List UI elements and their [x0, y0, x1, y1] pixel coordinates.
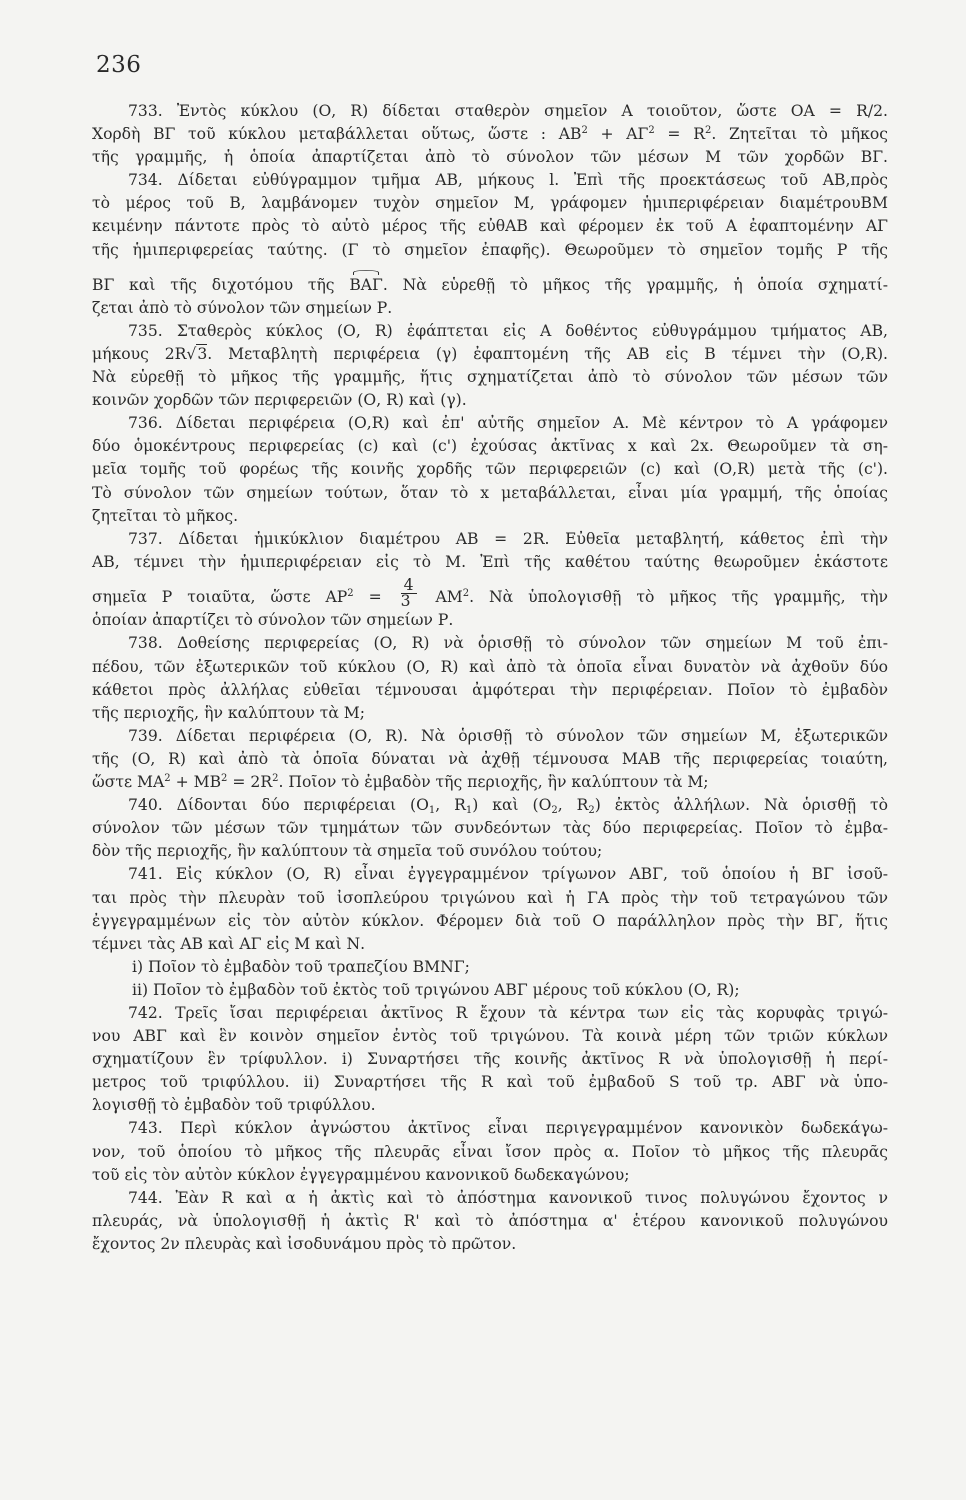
text-line: τῆς γραμμῆς, ἡ ὁποία ἀπαρτίζεται ἀπὸ τὸ σύνολον τῶν μέσων Μ τῶν χορδῶν ΒΓ. — [92, 148, 888, 167]
text-line: τῆς περιοχῆς, ἣν καλύπτουν τὰ Μ; — [92, 703, 366, 722]
text-line: νου ΑΒΓ καὶ ἓν κοινὸν σημεῖον ἐντὸς τοῦ τριγώνου. Τὰ κοινὰ μέρη τῶν τριῶν κύκλων — [92, 1027, 888, 1046]
text-line: σύνολον τῶν μέσων τῶν τμημάτων τῶν συνδεόντων τὰς δύο περιφερείας. Ποῖον τὸ ἐμβα- — [92, 819, 888, 838]
text-line: ἔχοντος 2ν πλευρὰς καὶ ἰσοδυνάμου πρὸς τὸ πρῶτον. — [92, 1234, 517, 1253]
text-line: τῆς (Ο, R) καὶ ἀπὸ τὰ ὁποῖα δύναται νὰ ἀχθῇ τέμνουσα ΜΑΒ τῆς περιφερείας τοιαύτη, — [92, 749, 888, 768]
text-line: 734. Δίδεται εὐθύγραμμον τμῆμα ΑΒ, μήκους l. Ἐπὶ τῆς προεκτάσεως τοῦ ΑΒ,πρὸς — [128, 171, 888, 190]
text-line: μήκους 2R√3. Μεταβλητὴ περιφέρεια (γ) ἐφαπτομένη τῆς ΑΒ εἰς Β τέμνει τὴν (Ο,R). — [92, 344, 888, 363]
text-line: ὁποίαν ἀπαρτίζει τὸ σύνολον τῶν σημείων Ρ. — [92, 611, 454, 630]
text-line: 737. Δίδεται ἡμικύκλιον διαμέτρου ΑΒ = 2R. Εὐθεῖα μεταβλητή, κάθετος ἐπὶ τὴν — [128, 529, 888, 548]
page-number: 236 — [96, 52, 142, 78]
text-line: 739. Δίδεται περιφέρεια (Ο, R). Νὰ ὁρισθῇ τὸ σύνολον τῶν σημείων Μ, ἐξωτερικῶν — [128, 726, 888, 745]
text-line: μεῖα τομῆς τοῦ φορέως τῆς κοινῆς χορδῆς τῶν περιφερειῶν (c) καὶ (Ο,R) μετὰ τῆς (c'). — [92, 460, 888, 479]
text-line: 735. Σταθερὸς κύκλος (Ο, R) ἐφάπτεται εἰς Α δοθέντος εὐθυγράμμου τμήματος ΑΒ, — [128, 321, 888, 340]
text-line: κάθετοι πρὸς ἀλλήλας εὐθεῖαι τέμνουσαι ἀμφότεραι τὴν περιφέρειαν. Ποῖον τὸ ἐμβαδὸν — [92, 680, 888, 699]
fraction: $\frac{4}{3}$ — [401, 578, 417, 609]
text-line: τῆς ἡμιπεριφερείας ταύτης. (Γ τὸ σημεῖον ἐπαφῆς). Θεωροῦμεν τὸ σημεῖον τομῆς Ρ τῆς — [92, 240, 888, 259]
arc-angle-symbol: ΒΑΓ — [349, 274, 383, 297]
text-line: ΑΒ, τέμνει τὴν ἡμιπεριφέρειαν εἰς τὸ Μ. Ἐπὶ τῆς καθέτου ταύτης θεωροῦμεν ἑκάστοτε — [92, 552, 888, 571]
text-line: ἐγγεγραμμένων εἰς τὸν αὐτὸν κύκλον. Φέρομεν διὰ τοῦ Ο παράλληλον πρὸς τὴν ΒΓ, ἥτις — [92, 911, 888, 930]
text-line: 733. Ἐντὸς κύκλου (Ο, R) δίδεται σταθερὸν σημεῖον Α τοιοῦτον, ὥστε ΟΑ = R/2. — [128, 102, 888, 120]
text-line: πλευράς, νὰ ὑπολογισθῇ ἡ ἀκτὶς R' καὶ τὸ ἀπόστημα α' ἑτέρου κανονικοῦ πολυγώνου — [92, 1211, 888, 1230]
text-line: τέμνει τὰς ΑΒ καὶ ΑΓ εἰς Μ καὶ Ν. — [92, 934, 366, 953]
text-line: ΒΓ καὶ τῆς διχοτόμου τῆς ΒΑΓ. Νὰ εὑρεθῇ τὸ μῆκος τῆς γραμμῆς, ἡ ὁποία σχηματί- — [92, 262, 888, 297]
text-line: πέδου, τῶν ἐξωτερικῶν τοῦ κύκλου (Ο, R) καὶ ἀπὸ τὰ ὁποῖα εἶναι δυνατὸν νὰ ἀχθοῦν δύο — [92, 657, 888, 676]
text-line: τὸ μέρος τοῦ Β, λαμβάνομεν τυχὸν σημεῖον Μ, γράφομεν ἡμιπεριφέρειαν διαμέτρουΒΜ — [92, 194, 888, 213]
text-line: δύο ὁμοκέντρους περιφερείας (c) καὶ (c') ἐχούσας ἀκτῖνας x καὶ 2x. Θεωροῦμεν τὰ ση- — [92, 437, 888, 456]
text-line: ται πρὸς τὴν πλευρὰν τοῦ ἰσοπλεύρου τριγώνου καὶ ἡ ΓΑ πρὸς τὴν τοῦ τετραγώνου τῶν — [92, 888, 888, 907]
text-line: i) Ποῖον τὸ ἐμβαδὸν τοῦ τραπεζίου ΒΜΝΓ; — [132, 957, 470, 976]
text-line: 740. Δίδονται δύο περιφέρειαι ($O_1$, $R_1$) καὶ ($O_2$, $R_2$) ἐκτὸς ἀλλήλων. Νὰ ὁρισθῇ τὸ — [128, 796, 889, 817]
text-line: κειμένην πάντοτε πρὸς τὸ αὐτὸ μέρος τῆς εὐθΑΒ καὶ φέρομεν ἐκ τοῦ Α ἐφαπτομένην ΑΓ — [92, 217, 888, 236]
text-line: ζεται ἀπὸ τὸ σύνολον τῶν σημείων Ρ. — [92, 298, 393, 317]
text-line: 738. Δοθείσης περιφερείας (Ο, R) νὰ ὁρισθῇ τὸ σύνολον τῶν σημείων Μ τοῦ ἐπι- — [128, 634, 888, 653]
text-line: 736. Δίδεται περιφέρεια (Ο,R) καὶ ἐπ' αὐτῆς σημεῖον Α. Μὲ κέντρον τὸ Α γράφομεν — [128, 414, 888, 433]
text-line: σημεῖα Ρ τοιαῦτα, ὥστε $AP^2$ = $\frac{4}{3}$ $AM^2$. Νὰ ὑπολογισθῇ τὸ μῆκος τῆς γραμμῆς, τὴν — [92, 576, 889, 611]
problem-text — [92, 100, 888, 1256]
text-line: 743. Περὶ κύκλον ἀγνώστου ἀκτῖνος εἶναι περιγεγραμμένον κανονικὸν δωδεκάγω- — [128, 1119, 888, 1138]
text-line: τοῦ εἰς τὸν αὐτὸν κύκλον ἐγγεγραμμένου κανονικοῦ δωδεκαγώνου; — [92, 1165, 630, 1184]
sqrt-symbol: √ — [186, 344, 197, 363]
text-line: ὥστε $MA^2 + MB^2 = 2R^2$. Ποῖον τὸ ἐμβαδὸν τῆς περιοχῆς, ἣν καλύπτουν τὰ Μ; — [92, 773, 709, 792]
text-line: δὸν τῆς περιοχῆς, ἣν καλύπτουν τὰ σημεῖα τοῦ συνόλου τούτου; — [92, 842, 603, 861]
text-line: ii) Ποῖον τὸ ἐμβαδὸν τοῦ ἐκτὸς τοῦ τριγώνου ΑΒΓ μέρους τοῦ κύκλου (Ο, R); — [132, 980, 740, 999]
text-line: σχηματίζουν ἓν τρίφυλλον. i) Συναρτήσει τῆς κοινῆς ἀκτῖνος R νὰ ὑπολογισθῇ ἡ περί- — [92, 1050, 888, 1069]
text-line: κοινῶν χορδῶν τῶν περιφερειῶν (Ο, R) καὶ (γ). — [92, 391, 467, 410]
text-line: νον, τοῦ ὁποίου τὸ μῆκος τῆς πλευρᾶς εἶναι ἴσον πρὸς α. Ποῖον τὸ μῆκος τῆς πλευρᾶς — [92, 1142, 888, 1161]
text-line: Χορδὴ ΒΓ τοῦ κύκλου μεταβάλλεται οὕτως, ὥστε : $AB^2 + A\Gamma^2 = R^2$. Ζητεῖται τὸ μῆκος — [92, 125, 888, 144]
text-line: μετρος τοῦ τριφύλλου. ii) Συναρτήσει τῆς R καὶ τοῦ ἐμβαδοῦ S τοῦ τρ. ΑΒΓ νὰ ὑπο- — [92, 1073, 888, 1092]
text-line: Νὰ εὑρεθῇ τὸ μῆκος τῆς γραμμῆς, ἥτις σχηματίζεται ἀπὸ τὸ σύνολον τῶν μέσων τῶν — [92, 368, 888, 387]
text-line: λογισθῇ τὸ ἐμβαδὸν τοῦ τριφύλλου. — [92, 1096, 376, 1115]
text-line: 741. Εἰς κύκλον (Ο, R) εἶναι ἐγγεγραμμένον τρίγωνον ΑΒΓ, τοῦ ὁποίου ἡ ΒΓ ἰσοῦ- — [128, 865, 888, 884]
text-line: 742. Τρεῖς ἴσαι περιφέρειαι ἀκτῖνος R ἔχουν τὰ κέντρα των εἰς τὰς κορυφὰς τριγώ- — [128, 1003, 888, 1022]
text-line: Τὸ σύνολον τῶν σημείων τούτων, ὅταν τὸ x μεταβάλλεται, εἶναι μία γραμμή, τῆς ὁποίας — [92, 483, 888, 502]
text-line: ζητεῖται τὸ μῆκος. — [92, 506, 239, 525]
text-line: 744. Ἐὰν R καὶ α ἡ ἀκτὶς καὶ τὸ ἀπόστημα κανονικοῦ τινος πολυγώνου ἔχοντος ν — [128, 1188, 888, 1207]
